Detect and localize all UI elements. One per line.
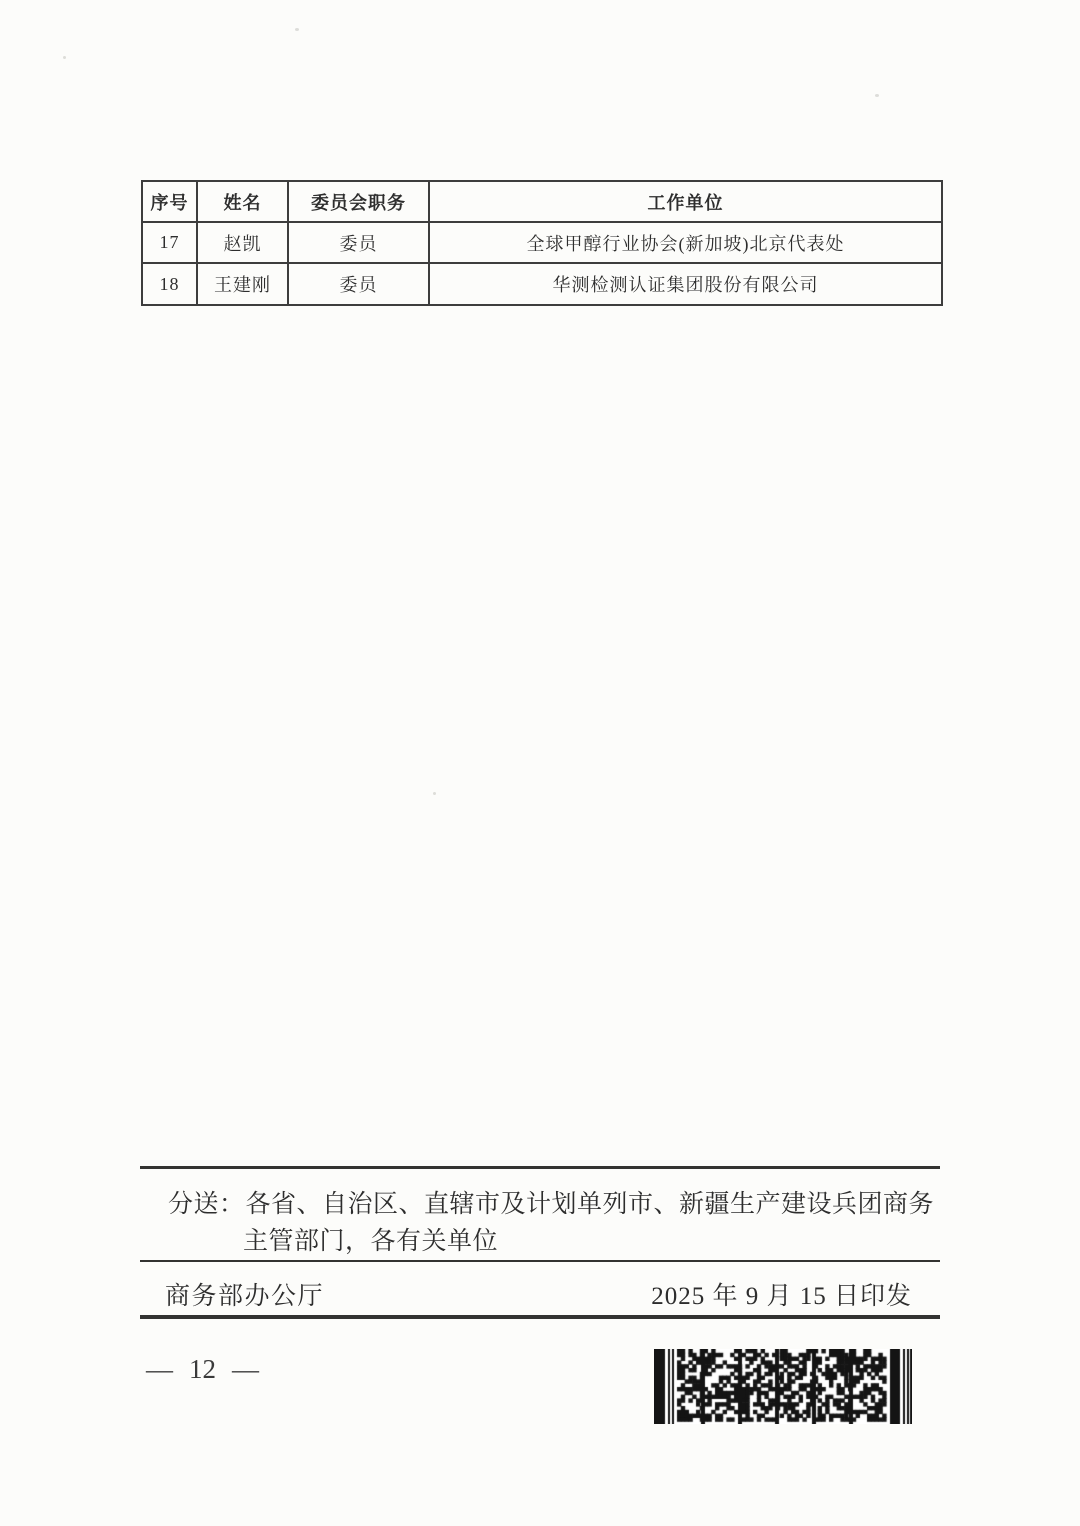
cell-name: 王建刚: [197, 263, 288, 305]
col-header-name: 姓名: [197, 181, 288, 222]
table-row: [142, 263, 942, 305]
divider-line-top: [140, 1166, 940, 1169]
cell-position: 委员: [288, 222, 429, 263]
page-number-value: 12: [189, 1354, 216, 1384]
document-barcode: [654, 1349, 912, 1424]
issue-date: 2025 年 9 月 15 日印发: [651, 1283, 912, 1310]
page-number-dash-left: —: [146, 1354, 173, 1384]
table-header-row: [142, 181, 942, 222]
col-header-committee-position: 委员会职务: [288, 181, 429, 222]
divider-line-bottom: [140, 1315, 940, 1319]
distribution-label: 分送：: [168, 1191, 245, 1218]
page-number: [146, 1354, 259, 1385]
cell-organization: 全球甲醇行业协会(新加坡)北京代表处: [429, 222, 942, 263]
cell-organization: 华测检测认证集团股份有限公司: [429, 263, 942, 305]
distribution-line-1: [168, 1184, 934, 1220]
cell-serial-no: 18: [142, 263, 197, 305]
distribution-line-2: 主管部门，各有关单位: [243, 1228, 499, 1255]
committee-table: [141, 180, 943, 306]
col-header-serial-no: 序号: [142, 181, 197, 222]
cell-name: 赵凯: [197, 222, 288, 263]
distribution-text: 各省、自治区、直辖市及计划单列市、新疆生产建设兵团商务: [245, 1191, 935, 1218]
divider-line-middle: [140, 1260, 940, 1262]
scan-speck: [295, 28, 299, 31]
cell-serial-no: 17: [142, 222, 197, 263]
issuing-office: 商务部办公厅: [165, 1283, 325, 1310]
scan-speck: [433, 792, 436, 795]
scan-speck: [63, 56, 66, 59]
col-header-work-unit: 工作单位: [429, 181, 942, 222]
scan-speck: [875, 94, 879, 97]
page-number-dash-right: —: [232, 1354, 259, 1384]
table-row: [142, 222, 942, 263]
cell-position: 委员: [288, 263, 429, 305]
